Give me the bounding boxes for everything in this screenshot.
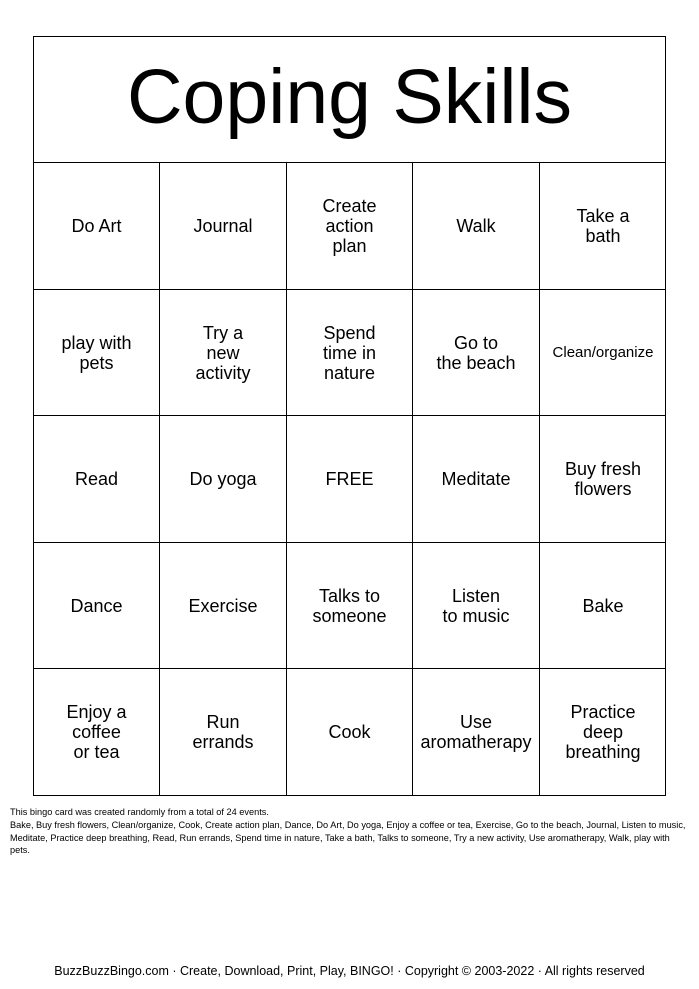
bingo-cell: Do Art: [34, 163, 160, 290]
bingo-cell: Talks to someone: [287, 543, 413, 669]
bingo-cell: play with pets: [34, 290, 160, 416]
copyright-line: BuzzBuzzBingo.com · Create, Download, Print, Play, BINGO! · Copyright © 2003-2022 · All rights reserved: [54, 964, 645, 978]
footer-note: [10, 806, 690, 856]
bingo-cell: Clean/organize: [540, 290, 666, 416]
bingo-cell: Dance: [34, 543, 160, 669]
bingo-cell: Create action plan: [287, 163, 413, 290]
bingo-cell: Bake: [540, 543, 666, 669]
bingo-cell: Enjoy a coffee or tea: [34, 669, 160, 795]
bingo-cell: Use aromatherapy: [413, 669, 540, 795]
bingo-cell: FREE: [287, 416, 413, 543]
bingo-cell: Journal: [160, 163, 287, 290]
bingo-grid: [34, 163, 665, 795]
bingo-cell: Go to the beach: [413, 290, 540, 416]
bingo-card: [33, 36, 666, 796]
bingo-cell: Try a new activity: [160, 290, 287, 416]
bingo-cell: Meditate: [413, 416, 540, 543]
bingo-cell: Walk: [413, 163, 540, 290]
bingo-cell: Take a bath: [540, 163, 666, 290]
events-list: Bake, Buy fresh flowers, Clean/organize, Cook, Create action plan, Dance, Do Art, Do yoga, Enjoy a coffee or tea, Exercise, Go to the beach, Journal, Listen to music, Meditate, Practice deep breathing, Read, Run errands, Spend time in nature, Take a bath, Talks to someone, Try a new activity, Use aromatherapy, Walk, play with pets.: [10, 820, 686, 855]
bingo-cell: Run errands: [160, 669, 287, 795]
bingo-cell: Spend time in nature: [287, 290, 413, 416]
card-title: Coping Skills: [34, 37, 665, 163]
bingo-cell: Buy fresh flowers: [540, 416, 666, 543]
bingo-cell: Listen to music: [413, 543, 540, 669]
events-count-note: This bingo card was created randomly from a total of 24 events.: [10, 807, 269, 817]
bingo-cell: Read: [34, 416, 160, 543]
bingo-cell: Do yoga: [160, 416, 287, 543]
bingo-cell: Practice deep breathing: [565, 702, 641, 762]
bingo-cell: Cook: [287, 669, 413, 795]
bingo-cell: Exercise: [160, 543, 287, 669]
